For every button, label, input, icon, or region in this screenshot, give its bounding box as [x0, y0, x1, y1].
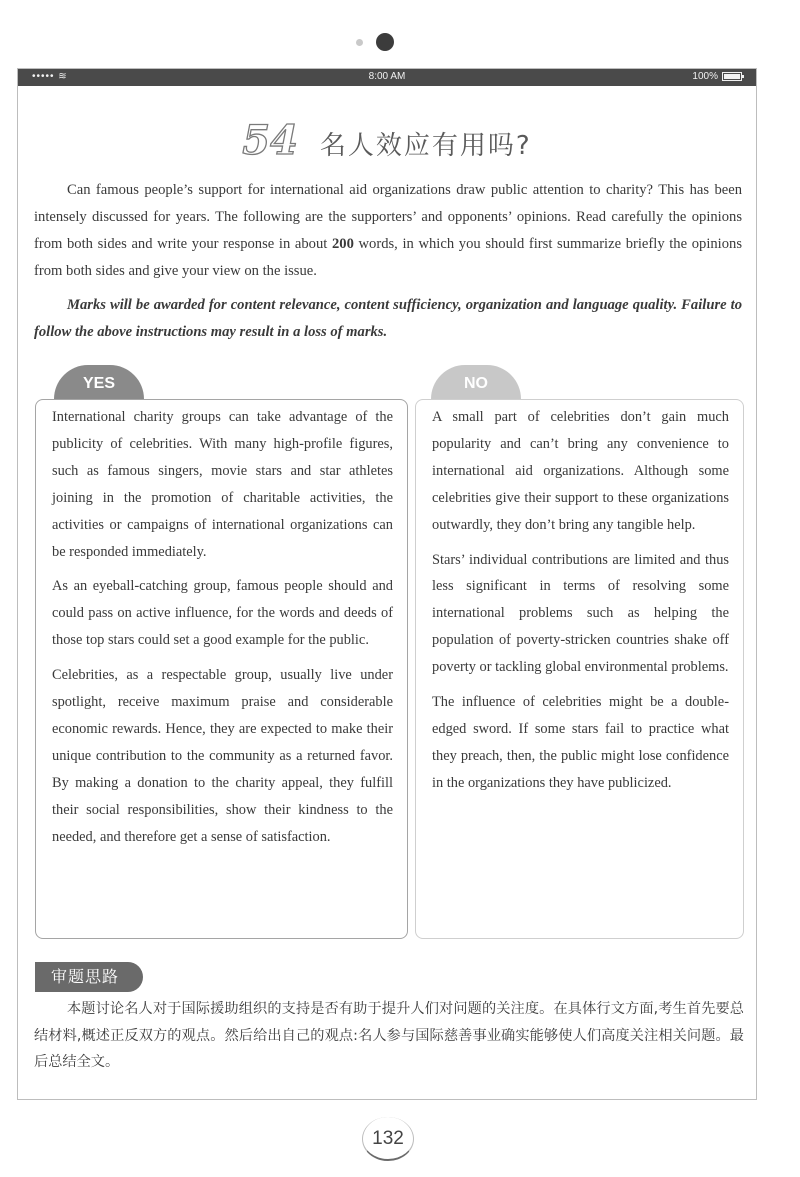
page-number: 132 — [362, 1117, 414, 1161]
yes-opinions-box — [35, 399, 408, 939]
analysis-text: 本题讨论名人对于国际援助组织的支持是否有助于提升人们对问题的关注度。在具体行文方面,考生首先要总结材料,概述正反双方的观点。然后给出自己的观点:名人参与国际慈善事业确实能够使人们高度关注相关问题。最后总结全文。 — [34, 1001, 744, 1070]
analysis-heading: 审题思路 — [35, 962, 143, 992]
word-count: 200 — [331, 236, 354, 252]
yes-paragraph: Celebrities, as a respectable group, usually live under spotlight, receive maximum praise and considerable economic rewards. Hence, they are expected to make their unique contribution to the community as a returned favor. By making a donation to the charity appeal, they fulfill their social responsibilities, show their kindness to the needed, and therefore get a sense of satisfaction. — [52, 667, 393, 845]
yes-tab: YES — [54, 365, 144, 399]
page-title — [18, 117, 756, 164]
signal-wifi-icon: ••••• ≋ — [32, 71, 68, 82]
topic-number: 54 — [242, 117, 298, 164]
battery-status — [692, 71, 742, 82]
no-paragraph: The influence of celebrities might be a double-edged sword. If some stars fail to practice what they preach, then, the public might lose confidence in the organizations they have publicized. — [432, 694, 729, 791]
no-tab: NO — [431, 365, 521, 399]
battery-icon — [722, 72, 742, 81]
no-paragraph: A small part of celebrities don’t gain much popularity and can’t bring any convenience to international aid organizations. Although some celebrities give their support to these organizations outwardly, they don’t bring any tangible help. — [432, 409, 729, 533]
page-dot-active — [376, 33, 394, 51]
battery-percent: 100% — [692, 71, 718, 82]
status-time: 8:00 AM — [368, 71, 406, 82]
page-dot-inactive — [356, 39, 363, 46]
topic-title: 名人效应有用吗? — [319, 131, 532, 161]
status-bar — [18, 69, 756, 86]
no-opinions-box — [415, 399, 744, 939]
yes-paragraph: International charity groups can take advantage of the publicity of celebrities. With many high-profile figures, such as famous singers, movie stars and star athletes joining in the promotion of charitable activities, the activities or campaigns of international organizations can be responded immediately. — [52, 409, 393, 560]
marking-note: Marks will be awarded for content relevance, content sufficiency, organization and language quality. Failure to follow the above instructions may result in a loss of marks. — [34, 297, 742, 340]
page-indicator-dots — [354, 33, 404, 53]
no-paragraph: Stars’ individual contributions are limited and thus less significant in terms of resolving some international problems such as helping the population of poverty-stricken countries shake off poverty or tackling global environmental problems. — [432, 551, 729, 676]
instructions-text-2: words, in which you should first summarize briefly the opinions from both sides and give your view on the issue. — [34, 236, 743, 279]
task-instructions — [34, 177, 742, 285]
tablet-screen — [17, 68, 757, 1100]
yes-paragraph: As an eyeball-catching group, famous people should and could pass on active influence, for the words and deeds of those top stars could set a good example for the public. — [52, 578, 393, 649]
instructions-text-1: Can famous people’s support for international aid organizations draw public attention to charity? This has been intensely discussed for years. The following are the supporters’ and opponents’ opinions. Read carefully the opinions from both sides and write your response in about — [34, 182, 742, 252]
